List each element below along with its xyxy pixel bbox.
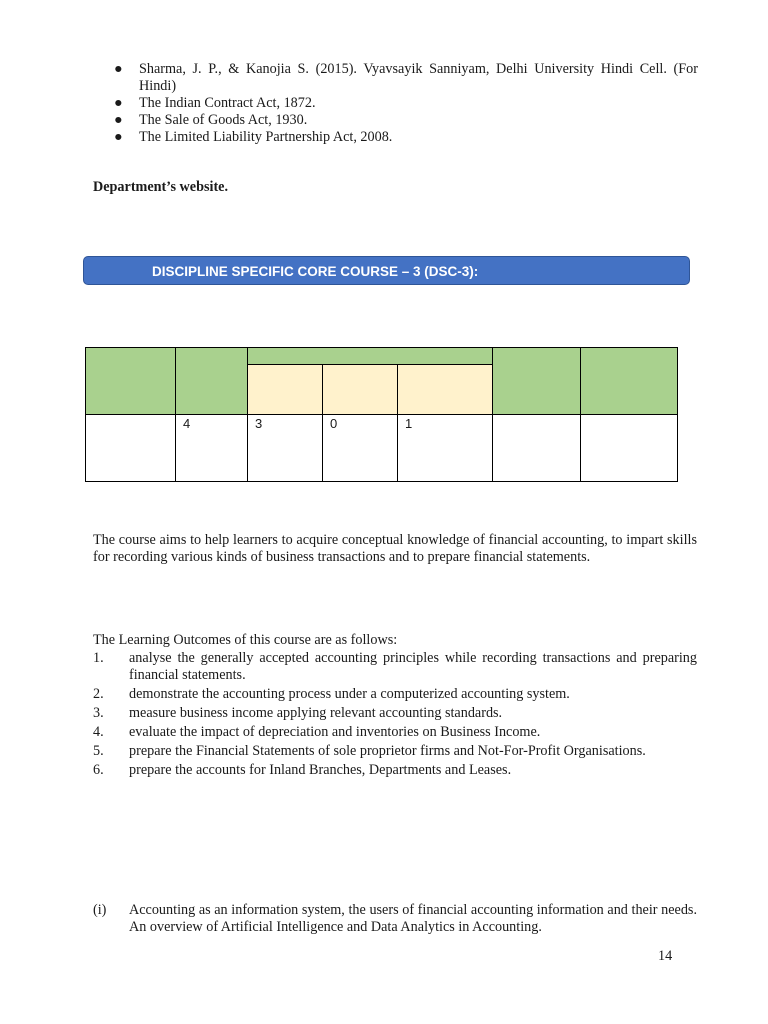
outcome-text: analyse the generally accepted accounting principles while recording transactions and preparing financial statements.: [129, 650, 697, 683]
outcome-text: measure business income applying relevant accounting standards.: [129, 705, 503, 721]
reference-list: [114, 61, 698, 146]
unit-item: [93, 902, 697, 936]
cell-value: 0: [330, 416, 338, 431]
course-title-text: DISCIPLINE SPECIFIC CORE COURSE – 3 (DSC-3):: [152, 264, 479, 279]
outcome-item: [93, 724, 697, 741]
reference-text: The Indian Contract Act, 1872.: [139, 95, 316, 111]
outcome-number: 6.: [93, 762, 104, 778]
reference-item: [114, 95, 698, 112]
header-cell-credit-distribution: [248, 348, 493, 365]
outcome-item: [93, 650, 697, 684]
reference-text: Sharma, J. P., & Kanojia S. (2015). Vyavsayik Sanniyam, Delhi University Hindi Cell. (For Hindi): [139, 61, 698, 94]
table-cell: [581, 415, 678, 482]
department-website-note: Department’s website.: [93, 179, 229, 195]
learning-outcomes-list: [93, 650, 697, 781]
course-objective-paragraph: The course aims to help learners to acquire conceptual knowledge of financial accounting, to impart skills for recording various kinds of business transactions and to prepare financial statements.: [93, 532, 697, 565]
bullet-icon: ●: [114, 95, 123, 111]
course-title-banner: [83, 256, 690, 285]
header-cell-course-title: [86, 348, 176, 415]
header-cell-practical: [398, 365, 493, 415]
table-cell: [86, 415, 176, 482]
header-cell-tutorial: [323, 365, 398, 415]
table-cell: [493, 415, 581, 482]
outcome-item: [93, 686, 697, 703]
cell-value: 4: [183, 416, 191, 431]
outcome-item: [93, 705, 697, 722]
outcome-item: [93, 743, 697, 760]
cell-value: [581, 415, 677, 419]
header-cell-credits: [176, 348, 248, 415]
reference-item: [114, 112, 698, 129]
table-cell: [248, 415, 323, 482]
bullet-icon: ●: [114, 112, 123, 128]
outcome-number: 3.: [93, 705, 104, 721]
header-cell-lecture: [248, 365, 323, 415]
outcome-text: demonstrate the accounting process under a computerized accounting system.: [129, 686, 570, 702]
outcome-text: prepare the accounts for Inland Branches, Departments and Leases.: [129, 762, 512, 778]
reference-item: [114, 61, 698, 95]
outcome-number: 1.: [93, 650, 104, 666]
table-cell: [323, 415, 398, 482]
table-cell: [176, 415, 248, 482]
outcome-item: [93, 762, 697, 779]
reference-text: The Sale of Goods Act, 1930.: [139, 112, 308, 128]
outcome-text: prepare the Financial Statements of sole proprietor firms and Not-For-Profit Organisations.: [129, 743, 646, 759]
learning-outcomes-intro: The Learning Outcomes of this course are as follows:: [93, 632, 398, 648]
reference-text: The Limited Liability Partnership Act, 2008.: [139, 129, 393, 145]
cell-value: [86, 415, 175, 419]
bullet-icon: ●: [114, 61, 123, 77]
unit-text: Accounting as an information system, the users of financial accounting information and their needs. An overview of Artificial Intelligence and Data Analytics in Accounting.: [129, 902, 697, 935]
cell-value: 1: [405, 416, 413, 431]
unit-marker: (i): [93, 902, 107, 918]
bullet-icon: ●: [114, 129, 123, 145]
credit-distribution-table: [85, 347, 678, 482]
outcome-number: 2.: [93, 686, 104, 702]
outcome-number: 5.: [93, 743, 104, 759]
reference-item: [114, 129, 698, 146]
header-cell-prerequisite: [581, 348, 678, 415]
outcome-number: 4.: [93, 724, 104, 740]
header-cell-eligibility: [493, 348, 581, 415]
cell-value: [493, 415, 580, 419]
cell-value: 3: [255, 416, 263, 431]
outcome-text: evaluate the impact of depreciation and inventories on Business Income.: [129, 724, 541, 740]
page-number: 14: [658, 948, 673, 964]
table-cell: [398, 415, 493, 482]
